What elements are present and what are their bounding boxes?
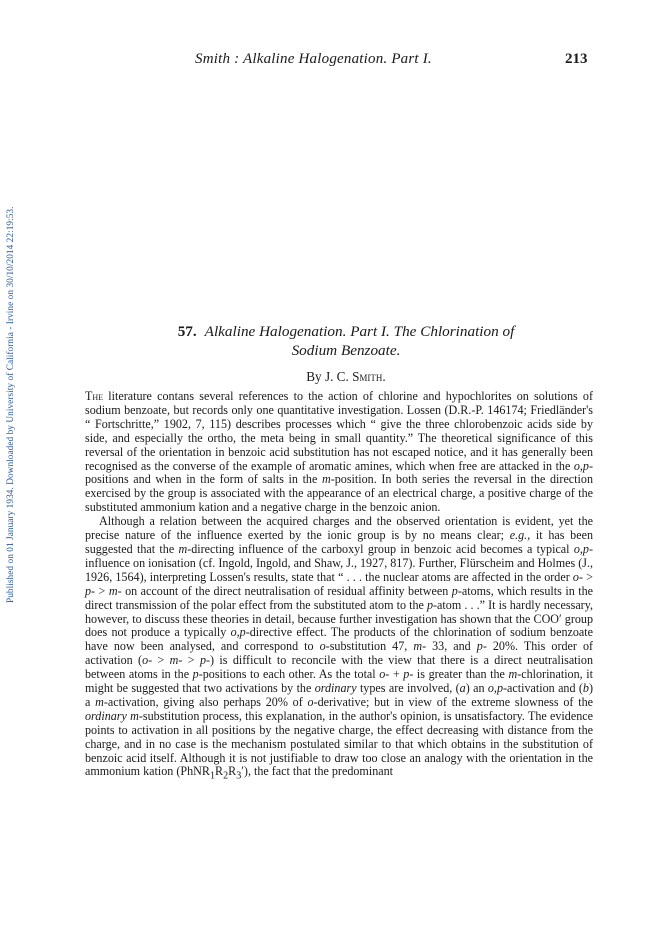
subscript: 3 xyxy=(236,770,242,782)
text-run: > xyxy=(583,569,593,584)
text-run: - 20%. This order of activation ( xyxy=(85,639,594,668)
text-run: -positions and when in the form of salts in the xyxy=(85,458,593,487)
text-run: -substitution 47, xyxy=(325,639,414,654)
body-text xyxy=(85,390,593,784)
running-title: Smith : Alkaline Halogenation. Part I. xyxy=(195,51,432,67)
article-title-line-1 xyxy=(96,322,596,341)
italic-run: p- xyxy=(199,653,211,668)
text-run: ) a xyxy=(85,681,593,709)
text-run: ) is difficult to reconcile with the view that there is a direct neutralisation between atoms in the xyxy=(85,653,593,682)
text-run: -atom . . .” It is hardly necessary, however, to discuss these theories in detail, because further investigation has shown that the COO′ group does not produce a typically xyxy=(85,597,593,640)
text-run: -substitution process, this explanation, in the author's opinion, is unsatisfactory. The evidence points to activation in all positions by the negative charge, the effect decreasing with distance from the charge, and in no case is the mechanism postulated similar to that which obtains in the substitution of benzoic acid itself. Although it is not justifiable to draw too close an analogy with the orientation in the ammonium kation (PhNR xyxy=(85,708,593,779)
byline xyxy=(96,369,596,385)
subscript: 2 xyxy=(223,770,229,782)
text-run: > xyxy=(152,653,170,668)
italic-run: o,p xyxy=(487,681,503,696)
paragraph-2 xyxy=(85,515,593,784)
text-run: -directive effect. The products of the chlorination of sodium benzoate have now been analysed, and correspond to xyxy=(85,625,593,654)
text-run: - 33, and xyxy=(422,639,477,654)
text-run: -derivative; but in view of the extreme slowness of the xyxy=(313,694,593,709)
italic-run: ordinary xyxy=(314,681,357,696)
italic-run: m xyxy=(321,472,331,487)
text-run: ′), the fact that the predominant xyxy=(241,764,394,779)
italic-run: ordinary xyxy=(85,708,127,723)
italic-run: m- xyxy=(169,653,183,668)
text-run: -activation, giving also perhaps 20% of xyxy=(103,694,308,709)
text-run: -activation and ( xyxy=(503,681,583,696)
italic-run: m xyxy=(508,667,518,682)
italic-run: b xyxy=(582,681,589,696)
text-run: R xyxy=(228,764,237,779)
text-run: types are involved, ( xyxy=(356,681,460,696)
paragraph-1 xyxy=(85,390,593,515)
text-run: , it has been suggested that the xyxy=(85,528,593,556)
italic-run: p xyxy=(192,667,199,682)
text-run: Although a relation between the acquired charges and the observed orientation is evident, yet the precise nature of the influence exerted by the ionic group is by no means clear; xyxy=(85,514,593,543)
italic-run: o- xyxy=(142,653,153,668)
italic-run: p- xyxy=(403,667,414,682)
running-head xyxy=(0,51,672,71)
italic-run: m xyxy=(178,541,188,556)
download-notice-text: Published on 01 January 1934. Downloaded by University of California - Irvine on 30/10/2014 22:19:53. xyxy=(6,206,16,603)
italic-run: o,p xyxy=(573,541,589,556)
download-notice xyxy=(6,128,20,603)
italic-run: m- xyxy=(108,583,122,598)
italic-run: o- xyxy=(379,667,390,682)
page-number: 213 xyxy=(565,51,588,67)
italic-run: p xyxy=(476,639,483,654)
italic-run: e.g. xyxy=(509,528,528,543)
italic-run: o,p xyxy=(573,458,589,473)
italic-run: m xyxy=(413,639,423,654)
text-run: is greater than the xyxy=(413,667,509,682)
text-run: -positions to each other. As the total xyxy=(198,667,380,682)
text-run: -directing influence of the carboxyl group in benzoic acid becomes a typical xyxy=(187,541,574,556)
italic-run: a xyxy=(459,681,466,696)
italic-run: m xyxy=(95,694,104,709)
text-run: ) an xyxy=(465,681,488,696)
text-run: on account of the direct neutralisation of residual affinity between xyxy=(121,583,452,598)
italic-run: o xyxy=(319,639,326,654)
article-title-text-1: Alkaline Halogenation. Part I. The Chlorination of xyxy=(204,323,515,340)
author-name: Smith. xyxy=(352,369,386,384)
italic-run: o xyxy=(307,694,314,709)
italic-run: o- xyxy=(572,569,583,584)
italic-run: p xyxy=(451,583,458,598)
byline-prefix: By J. C. xyxy=(306,369,349,384)
text-run: > xyxy=(95,583,109,598)
text-run: -influence on ionisation (cf. Ingold, Ingold, and Shaw, J., 1927, 817). Further, Flürscheim and Holmes (J., 1926, 1564), interpreting Lossen's results, state that “ . . . the nuclear atoms are affected in the order xyxy=(85,541,593,584)
text-run: -atoms, which results in the direct transmission of the polar effect from the substituted atom to the xyxy=(85,583,593,612)
text-run: -chlorination, it might be suggested that two activations by the xyxy=(85,667,593,696)
subscript: 1 xyxy=(209,770,216,782)
paragraph-1-lead: The xyxy=(85,389,104,403)
article-title-line-2: Sodium Benzoate. xyxy=(291,342,401,359)
text-run: literature contans several references to the action of chlorine and hypochlorites on solutions of sodium benzoate, but records only one quantitative investigation. Lossen (D.R.-P. 146174; Friedländer's “ Fortschritte,” 1902, 7, 115) describes processes which “ give the three chlorobenzoic acids side by side, and especially the ortho, the meta being in small quantity.” The theoretical significance of this reversal of the orientation in benzoic acid substitution has not escaped notice, and it has generally been recognised as the converse of the example of aromatic amines, which when free are attacked in the xyxy=(85,389,593,473)
text-run: + xyxy=(389,667,404,682)
article-title xyxy=(96,322,596,360)
italic-run: p- xyxy=(85,583,96,598)
italic-run: m xyxy=(130,708,139,723)
text-run: R xyxy=(215,764,224,779)
italic-run: o,p xyxy=(230,625,246,640)
text-run: -position. In both series the reversal in the direction exercised by the group is associated with the appearance of an electrical charge, a positive charge of the substituted ammonium kation and a negative charge in the benzoic anion. xyxy=(85,472,593,515)
text-run: > xyxy=(182,653,200,668)
italic-run: p xyxy=(426,597,434,612)
article-number: 57. xyxy=(177,323,197,340)
